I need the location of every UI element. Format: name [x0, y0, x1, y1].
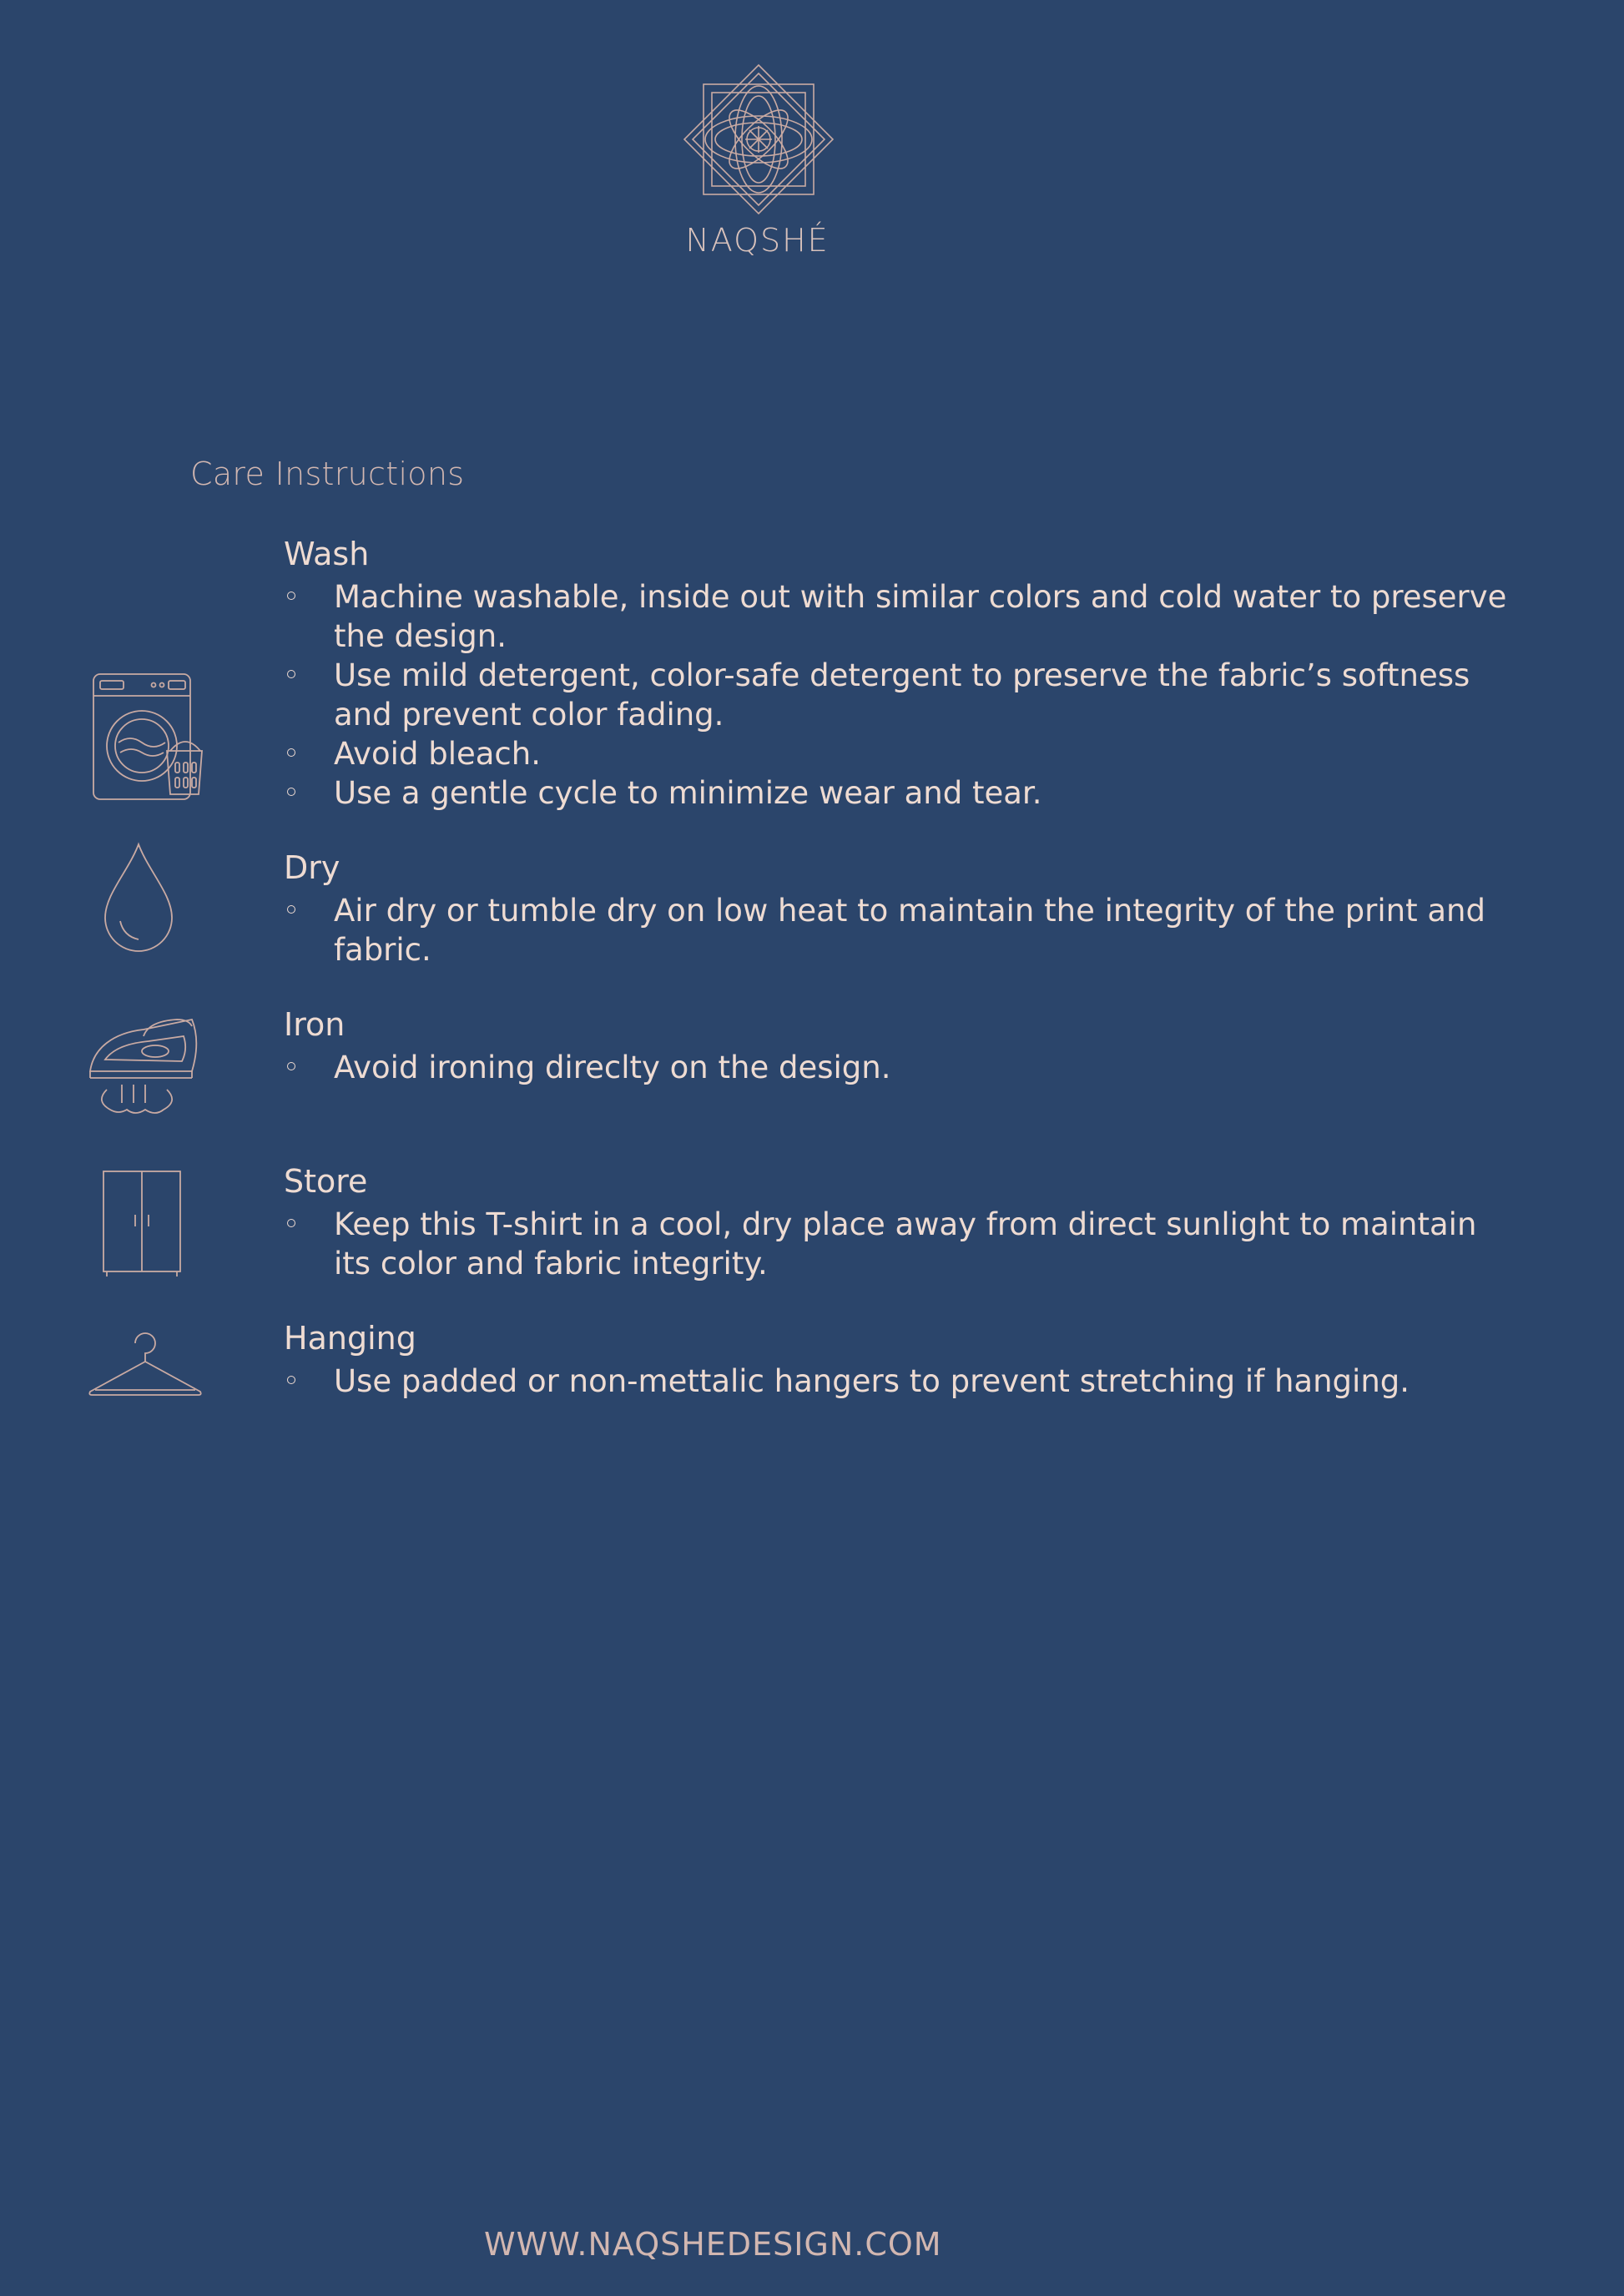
- list-item: Avoid bleach.: [284, 734, 1511, 773]
- bullet-icon: [287, 1062, 295, 1070]
- list-item: Machine washable, inside out with similar colors and cold water to preserve the design.: [284, 577, 1511, 656]
- list-item: Use mild detergent, color-safe detergent to preserve the fabric’s softness and prevent color fading.: [284, 656, 1511, 734]
- footer-website-link[interactable]: WWW.NAQSHEDESIGN.COM: [484, 2226, 942, 2263]
- bullet-icon: [287, 1219, 295, 1227]
- section-heading-wash: Wash: [284, 536, 370, 572]
- steam-iron-icon: [85, 1011, 204, 1120]
- bullet-icon: [287, 905, 295, 914]
- brand-logo-icon: [681, 62, 836, 217]
- list-item: Air dry or tumble dry on low heat to maintain the integrity of the print and fabric.: [284, 891, 1511, 969]
- list-item: Avoid ironing direclty on the design.: [284, 1048, 1511, 1087]
- water-drop-icon: [98, 841, 179, 954]
- washing-machine-icon: [90, 671, 212, 804]
- wardrobe-icon: [100, 1168, 184, 1280]
- bullet-icon: [287, 1376, 295, 1384]
- list-item: Use padded or non-mettalic hangers to prevent stretching if hanging.: [284, 1362, 1511, 1401]
- list-item: Use a gentle cycle to minimize wear and tear.: [284, 773, 1511, 813]
- section-heading-store: Store: [284, 1163, 368, 1200]
- clothes-hanger-icon: [87, 1330, 204, 1400]
- iron-instructions-list: [284, 1048, 1511, 1087]
- bullet-icon: [287, 592, 295, 600]
- bullet-icon: [287, 788, 295, 796]
- list-item: Keep this T-shirt in a cool, dry place away from direct sunlight to maintain its color and fabric integrity.: [284, 1205, 1511, 1283]
- brand-name: NAQSHÉ: [685, 222, 830, 259]
- section-heading-dry: Dry: [284, 849, 340, 886]
- page-title: Care Instructions: [190, 456, 465, 492]
- wash-instructions-list: [284, 577, 1511, 813]
- section-heading-hanging: Hanging: [284, 1320, 416, 1357]
- dry-instructions-list: [284, 891, 1511, 969]
- hanging-instructions-list: [284, 1362, 1511, 1401]
- bullet-icon: [287, 670, 295, 678]
- bullet-icon: [287, 748, 295, 757]
- store-instructions-list: [284, 1205, 1511, 1283]
- section-heading-iron: Iron: [284, 1006, 345, 1043]
